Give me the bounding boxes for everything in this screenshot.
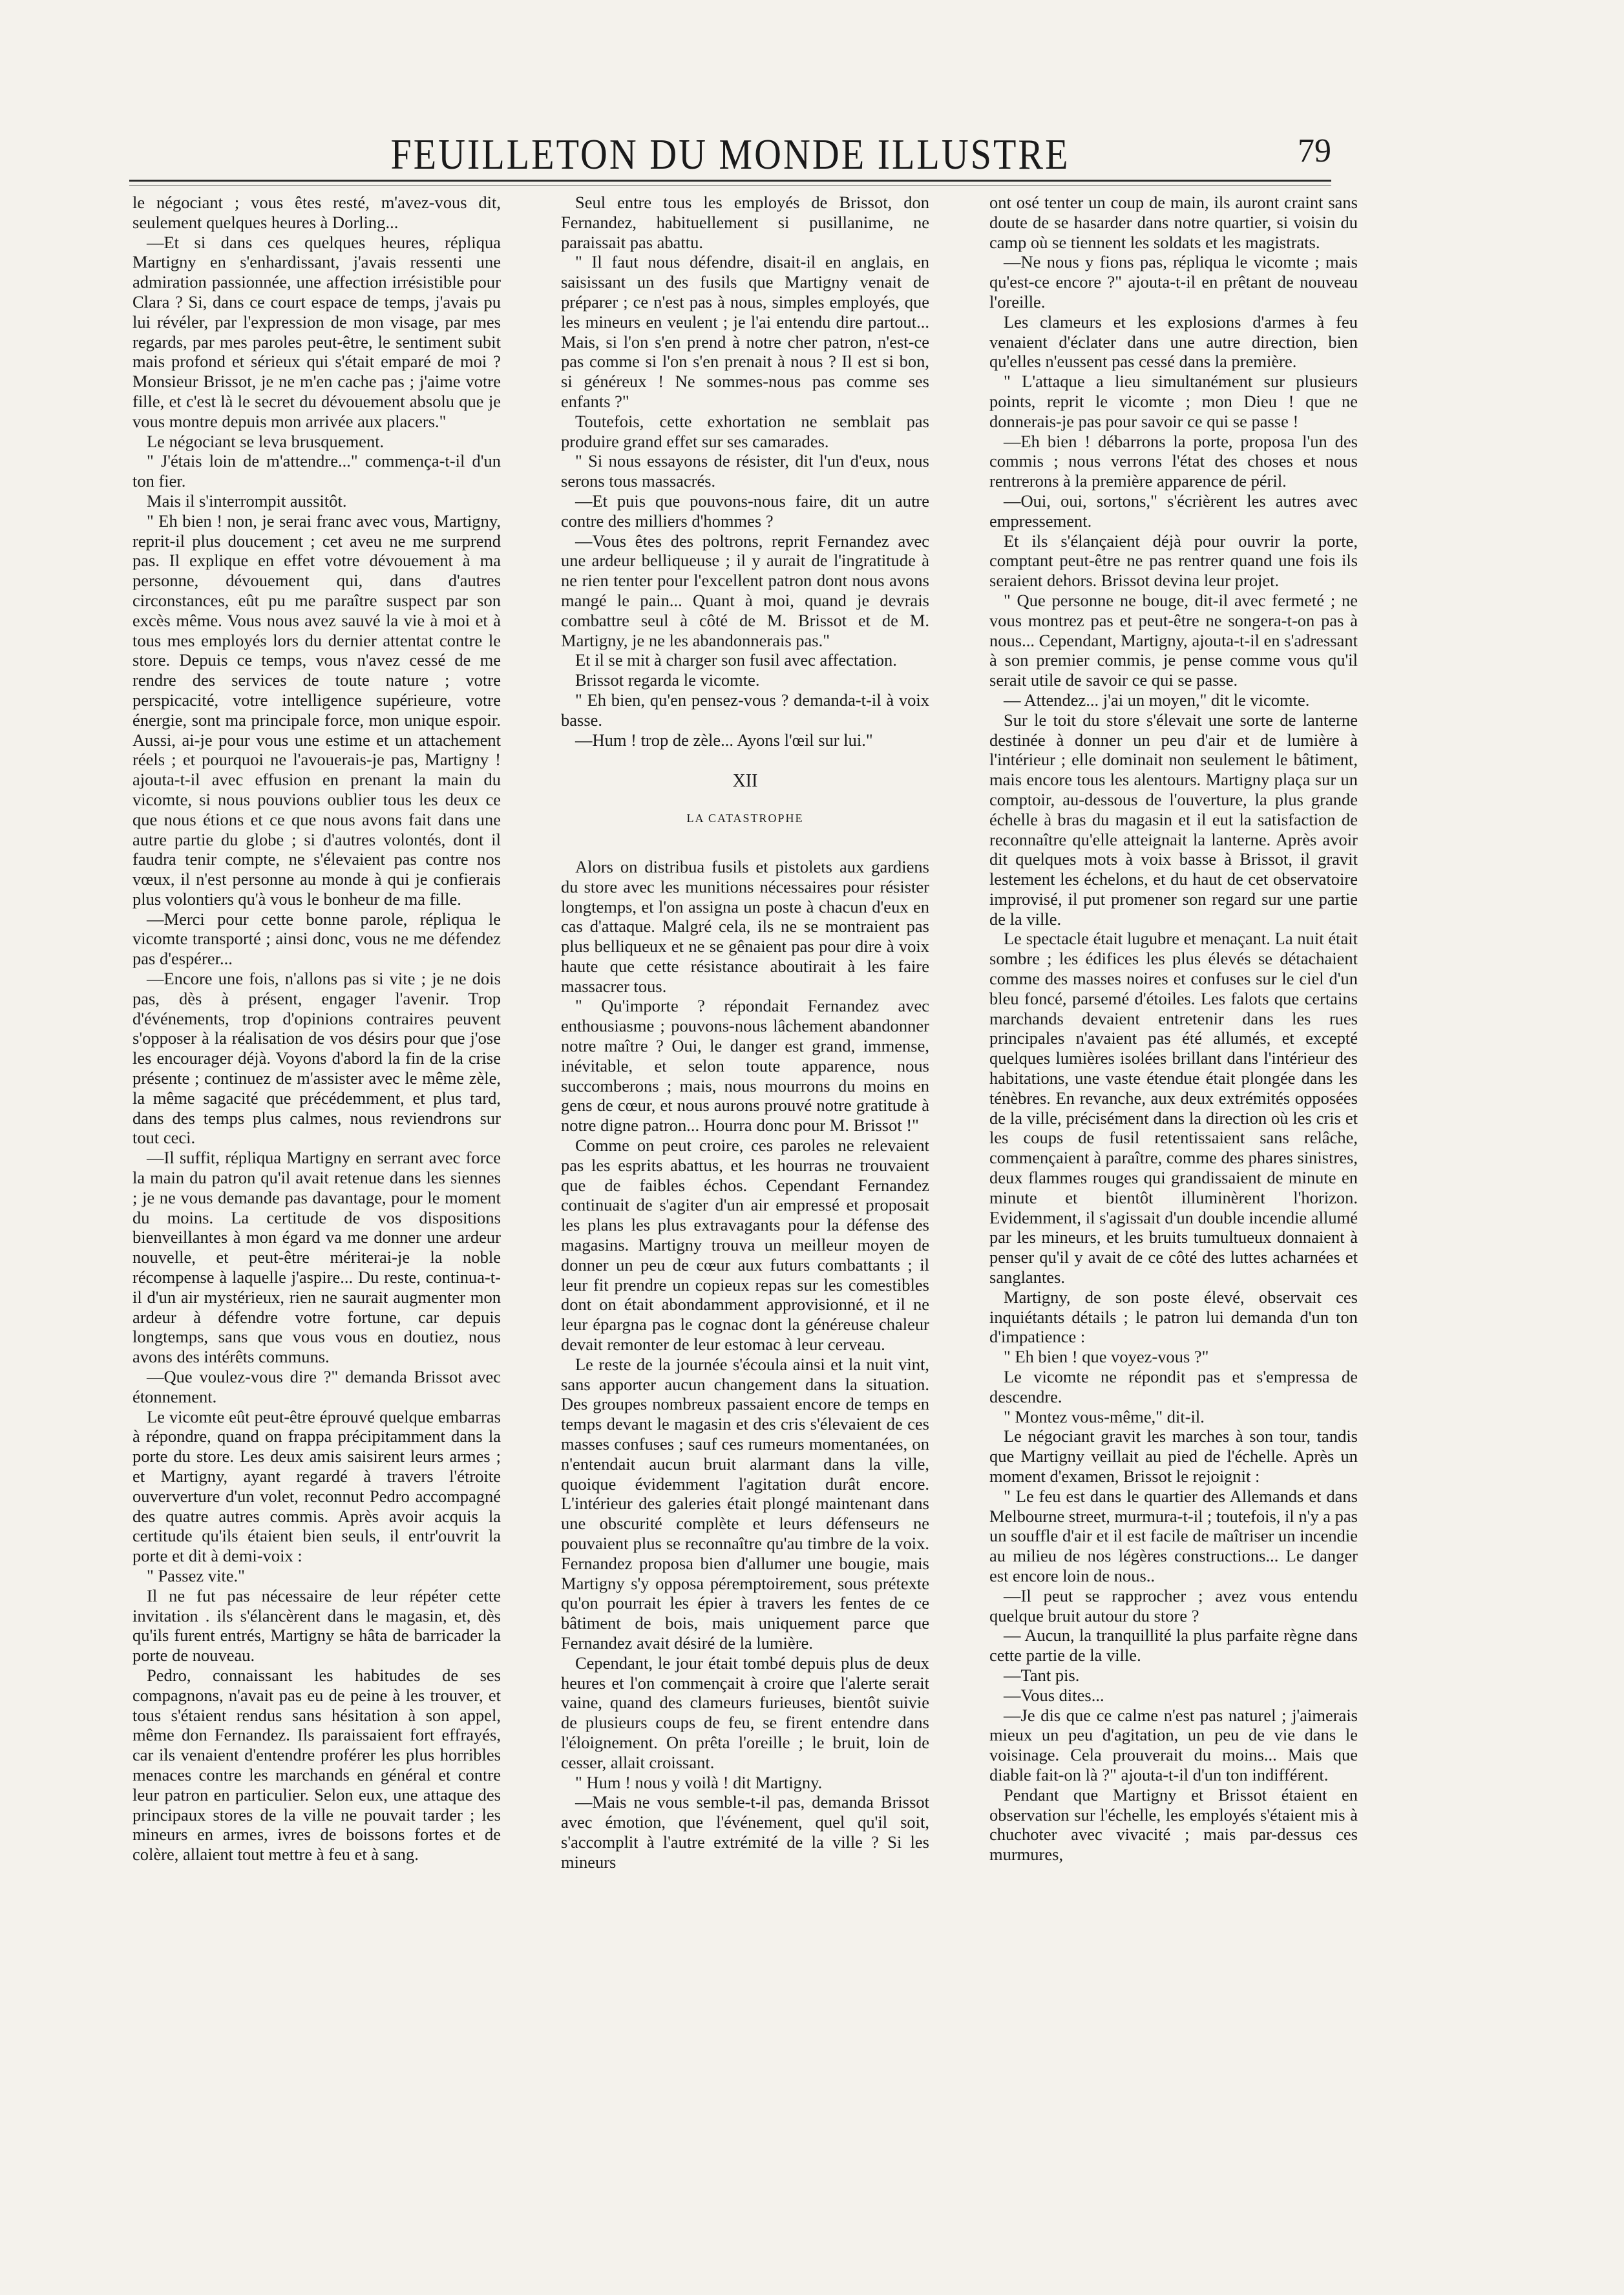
header-rule: [129, 180, 1331, 182]
paragraph: " Si nous essayons de résister, dit l'un d'eux, nous serons tous massacrés.: [561, 451, 929, 491]
text-column-2: [561, 193, 929, 2144]
paragraph: " J'étais loin de m'attendre..." commença-t-il d'un ton fier.: [132, 451, 501, 491]
chapter-number: XII: [732, 771, 758, 792]
paragraph: Toutefois, cette exhortation ne semblait pas produire grand effet sur ses camarades.: [561, 411, 929, 451]
paragraph: Et ils s'élançaient déjà pour ouvrir la porte, comptant peut-être ne pas rentrer quand une fois ils seraient dehors. Brissot devina leur projet.: [989, 531, 1358, 591]
paragraph: Le négociant gravit les marches à son tour, tandis que Martigny veillait au pied de l'échelle. Après un moment d'examen, Brissot le rejoignit :: [989, 1426, 1358, 1486]
paragraph: — Aucun, la tranquillité la plus parfaite règne dans cette partie de la ville.: [989, 1625, 1358, 1666]
paragraph: " Il faut nous défendre, disait-il en anglais, en saisissant un des fusils que Martigny venait de préparer ; ce n'est pas à nous, simples employés, que les mineurs en veulent ; je l'ai entendu dire partout... Mais, si l'on s'en prend à notre cher patron, n'est-ce pas comme si l'on s'en prenait à nous ? Il est si bon, si généreux ! Ne sommes-nous pas comme ses enfants ?": [561, 252, 929, 411]
text-column-1: [132, 193, 501, 2144]
paragraph: —Merci pour cette bonne parole, répliqua le vicomte transporté ; ainsi donc, vous ne me défendez pas d'espérer...: [132, 909, 501, 969]
paragraph: —Et si dans ces quelques heures, répliqua Martigny en s'enhardissant, j'avais ressenti une admiration passionnée, une affection irrésistible pour Clara ? Si, dans ce court espace de temps, j'avais pu lui révéler, par l'expression de mon visage, par mes regards, par mes paroles peut-être, le sentiment subit mais profond et sérieux qui s'était emparé de moi ? Monsieur Brissot, je ne m'en cache pas ; j'aime votre fille, et c'est là le secret du dévouement absolu que je vous montre depuis mon arrivée aux placers.": [132, 232, 501, 431]
running-title: FEUILLETON DU MONDE ILLUSTRE: [390, 130, 1070, 178]
paragraph: —Vous êtes des poltrons, reprit Fernandez avec une ardeur belliqueuse ; il y aurait de l'ingratitude à ne rien tenter pour l'excellent patron dont nous avons mangé le pain... Quant à moi, quand je devrais combattre seul à côté de M. Brissot et de M. Martigny, je ne les abandonnerais pas.": [561, 531, 929, 650]
paragraph: —Encore une fois, n'allons pas si vite ; je ne dois pas, dès à présent, engager l'avenir. Trop d'événements, trop d'opinions contraires peuvent s'opposer à la réalisation de vos désirs pour que j'ose les encourager déjà. Voyons d'abord la fin de la crise présente ; continuez de m'assister avec le même zèle, la même sagacité que précédemment, et plus tard, dans des temps plus calmes, nous reviendrons sur tout ceci.: [132, 969, 501, 1148]
paragraph: Pendant que Martigny et Brissot étaient en observation sur l'échelle, les employés s'étaient mis à chuchoter avec vivacité ; mais par-dessus ces murmures,: [989, 1784, 1358, 1865]
paragraph: —Tant pis.: [1004, 1665, 1080, 1685]
paragraph: —Eh bien ! débarrons la porte, proposa l'un des commis ; nous verrons l'état des choses et nous rentrerons à la première apparence de péril.: [989, 431, 1358, 491]
paragraph: —Mais ne vous semble-t-il pas, demanda Brissot avec émotion, que l'événement, quel qu'il soit, s'accomplit à l'autre extrémité de la ville ? Si les mineurs: [561, 1792, 929, 1872]
paragraph: Cependant, le jour était tombé depuis plus de deux heures et l'on commençait à croire que l'alerte serait vaine, quand des clameurs furieuses, bientôt suivie de plusieurs coups de feu, se firent entendre dans l'éloignement. On prêta l'oreille ; le bruit, loin de cesser, allait croissant.: [561, 1653, 929, 1772]
paragraph: " Que personne ne bouge, dit-il avec fermeté ; ne vous montrez pas et peut-être ne songera-t-on pas à nous... Cependant, Martigny, ajouta-t-il en s'adressant à son premier commis, je pense comme vous qu'il serait utile de savoir ce qui se passe.: [989, 590, 1358, 690]
text-column-3: [989, 193, 1358, 2144]
paragraph: Comme on peut croire, ces paroles ne relevaient pas les esprits abattus, et les hourras ne trouvaient que de faibles échos. Cependant Fernandez continuait de s'agiter d'un air empressé et proposait les plans les plus extravagants pour la défense des magasins. Martigny trouva un meilleur moyen de donner un peu de cœur aux futurs combattants ; il leur fit prendre un copieux repas sur les comestibles dont on était abondamment approvisionné, et il ne leur épargna pas le cognac dont la généreuse chaleur devait remonter de leur estomac à leur cerveau.: [561, 1136, 929, 1355]
paragraph: " Eh bien ! non, je serai franc avec vous, Martigny, reprit-il plus doucement ; cet aveu ne me surprend pas. Il explique en effet votre dévouement à ma personne, dévouement qui, dans d'autres circonstances, eût pu me paraître suspect par son excès même. Vous nous avez sauvé la vie à moi et à tous mes employés lors du dernier attentat contre le store. Depuis ce temps, vous n'avez cessé de me rendre des services de toute nature ; votre perspicacité, votre intelligence supérieure, votre énergie, sont ma principale force, mon unique espoir. Aussi, ai-je pour vous une estime et un attachement réels ; et pourquoi ne l'avouerais-je pas, Martigny ! ajouta-t-il avec effusion en prenant la main du vicomte, si nous pouvions oublier tous les deux ce que nous étions et ce que nous avons fait dans une autre partie du globe ; si d'autres volontés, dont il faudra tenir compte, ne s'élevaient pas contre nos vœux, il n'est personne au monde à qui je confierais plus volontiers qu'à vous le bonheur de ma fille.: [132, 511, 501, 909]
paragraph: " Eh bien ! que voyez-vous ?": [1004, 1347, 1209, 1367]
chapter-title: LA CATASTROPHE: [686, 812, 804, 825]
paragraph: —Ne nous y fions pas, répliqua le vicomte ; mais qu'est-ce encore ?" ajouta-t-il en prêtant de nouveau l'oreille.: [989, 252, 1358, 312]
paragraph: ont osé tenter un coup de main, ils auront craint sans doute de se hasarder dans notre quartier, si voisin du camp où se tiennent les soldats et les magistrats.: [989, 193, 1358, 252]
paragraph: —Il suffit, répliqua Martigny en serrant avec force la main du patron qu'il avait retenue dans les siennes ; je ne vous demande pas davantage, pour le moment du moins. La certitude de vos dispositions bienveillantes à mon égard va me donner une ardeur nouvelle, et peut-être mériterai-je la noble récompense à laquelle j'aspire... Du reste, continua-t-il d'un air mystérieux, rien ne saurait augmenter mon ardeur à défendre votre fortune, car depuis longtemps, sans que vous vous en doutiez, nous avons des intérêts communs.: [132, 1148, 501, 1367]
paragraph: —Que voulez-vous dire ?" demanda Brissot avec étonnement.: [132, 1367, 501, 1406]
paragraph: Le vicomte eût peut-être éprouvé quelque embarras à répondre, quand on frappa précipitamment dans la porte du store. Les deux amis saisirent leurs armes ; et Martigny, ayant regardé à travers l'étroite ouververture d'un volet, reconnut Pedro accompagné des quatre autres commis. Après avoir acquis la certitude qu'ils étaient bien seuls, il entr'ouvrit la porte et dit à demi-voix :: [132, 1406, 501, 1566]
paragraph: — Attendez... j'ai un moyen," dit le vicomte.: [1004, 690, 1310, 710]
paragraph: —Hum ! trop de zèle... Ayons l'œil sur lui.": [575, 730, 873, 750]
paragraph: " Passez vite.": [147, 1565, 245, 1585]
paragraph: " Montez vous-même," dit-il.: [1004, 1406, 1205, 1426]
paragraph: " Le feu est dans le quartier des Allemands et dans Melbourne street, murmura-t-il ; toutefois, il n'y a pas un souffle d'air et il est facile de maîtriser un incendie au milieu de nos légères constructions... Le danger est encore loin de nous..: [989, 1486, 1358, 1585]
paragraph: le négociant ; vous êtes resté, m'avez-vous dit, seulement quelques heures à Dorling...: [132, 193, 501, 232]
paragraph: Sur le toit du store s'élevait une sorte de lanterne destinée à donner un peu d'air et de lumière à l'intérieur ; elle dominait non seulement le bâtiment, mais encore tous les alentours. Martigny plaça sur un comptoir, au-dessous de l'ouverture, la plus grande échelle à bras du magasin et il eut la satisfaction de reconnaître qu'elle atteignait la lanterne. Après avoir dit quelques mots à voix basse à Brissot, il gravit lestement les échelons, et du haut de cet observatoire improvisé, il put promener son regard sur une partie de la ville.: [989, 710, 1358, 929]
paragraph: Le reste de la journée s'écoula ainsi et la nuit vint, sans apporter aucun changement dans la situation. Des groupes nombreux passaient encore de temps en temps devant le magasin et des cris s'élevaient de ces masses confuses ; sauf ces rumeurs momentanées, on n'entendait aucun bruit alarmant dans la ville, quoique évidemment l'agitation durât encore. L'intérieur des galeries était plongé maintenant dans une obscurité complète et leurs défenseurs ne pouvaient plus se reconnaître qu'au timbre de la voix. Fernandez proposa bien d'allumer une bougie, mais Martigny s'y opposa péremptoirement, sous prétexte qu'on pourrait les épier à travers les fentes de ce bâtiment de bois, mais uniquement parce que Fernandez avait désiré de la lumière.: [561, 1354, 929, 1653]
paragraph: Le négociant se leva brusquement.: [147, 431, 385, 451]
paragraph: Martigny, de son poste élevé, observait ces inquiétants détails ; le patron lui demanda d'un ton d'impatience :: [989, 1287, 1358, 1347]
paragraph: Et il se mit à charger son fusil avec affectation.: [575, 650, 897, 670]
page-header: [129, 129, 1331, 178]
paragraph: Le spectacle était lugubre et menaçant. La nuit était sombre ; les édifices les plus élevés se détachaient comme des masses noires et confuses sur le ciel d'un bleu foncé, parsemé d'étoiles. Les falots que certains marchands devaient entretenir dans les rues principales n'avaient pas été allumés, et excepté quelques lumières isolées brillant dans l'intérieur des habitations, une vaste étendue était plongée dans les ténèbres. En revanche, aux deux extrémités opposées de la ville, précisément dans la direction où les cris et les coups de fusil retentissaient sans relâche, commençaient à paraître, comme des phares sinistres, deux flammes rouges qui grandissaient de minute en minute et bientôt illuminèrent l'horizon. Evidemment, il s'agissait d'un double incendie allumé par les mineurs, et les bruits tumultueux donnaient à penser qu'il y avait de ce côté des luttes acharnées et sanglantes.: [989, 929, 1358, 1287]
page-number: 79: [1298, 132, 1331, 169]
paragraph: " L'attaque a lieu simultanément sur plusieurs points, reprit le vicomte ; mon Dieu ! que ne donnerais-je pas pour savoir ce qui se passe !: [989, 372, 1358, 431]
paragraph: Brissot regarda le vicomte.: [575, 670, 760, 690]
paragraph: Il ne fut pas nécessaire de leur répéter cette invitation . ils s'élancèrent dans le magasin, et, dès qu'ils furent entrés, Martigny se hâta de barricader la porte de nouveau.: [132, 1585, 501, 1666]
paragraph: " Eh bien, qu'en pensez-vous ? demanda-t-il à voix basse.: [561, 690, 929, 730]
paragraph: Pedro, connaissant les habitudes de ses compagnons, n'avait pas eu de peine à les trouver, et tous s'étaient rendus sans hésitation à son appel, même don Fernandez. Ils paraissaient fort effrayés, car ils venaient d'entendre proférer les plus horribles menaces contre les marchands en général et contre leur patron en particulier. Selon eux, une attaque des principaux stores de la ville ne pouvait tarder ; les mineurs en armes, ivres de boissons fortes et de colère, allaient tout mettre à feu et à sang.: [132, 1665, 501, 1865]
paragraph: Mais il s'interrompit aussitôt.: [147, 491, 347, 511]
paragraph: Le vicomte ne répondit pas et s'empressa de descendre.: [989, 1367, 1358, 1406]
paragraph: —Vous dites...: [1004, 1685, 1104, 1705]
paragraph: Seul entre tous les employés de Brissot, don Fernandez, habituellement si pusillanime, ne paraissait pas abattu.: [561, 193, 929, 252]
paragraph: —Oui, oui, sortons," s'écrièrent les autres avec empressement.: [989, 491, 1358, 531]
paragraph: " Qu'importe ? répondait Fernandez avec enthousiasme ; pouvons-nous lâchement abandonner notre maître ? Oui, le danger est grand, immense, inévitable, et selon toute apparence, nous succomberons ; mais, nous mourrons du moins en gens de cœur, et nous aurons prouvé notre gratitude à notre digne patron... Hourra donc pour M. Brissot !": [561, 996, 929, 1136]
paragraph: Alors on distribua fusils et pistolets aux gardiens du store avec les munitions nécessaires pour résister longtemps, et l'on assigna un poste à chacun d'eux en cas d'attaque. Malgré cela, ils ne se montraient pas plus belliqueux et ne se gênaient pas pour dire à voix haute que cette résistance aboutirait à les faire massacrer tous.: [561, 856, 929, 996]
paragraph: —Je dis que ce calme n'est pas naturel ; j'aimerais mieux un peu d'agitation, un peu de vie dans le voisinage. Cela prouverait du moins... Mais que diable fait-on là ?" ajouta-t-il d'un ton indifférent.: [989, 1705, 1358, 1784]
paragraph: —Il peut se rapprocher ; avez vous entendu quelque bruit autour du store ?: [989, 1585, 1358, 1625]
paragraph: Les clameurs et les explosions d'armes à feu venaient d'éclater dans une autre direction, bien qu'elles n'eussent pas cessé dans la première.: [989, 312, 1358, 372]
paragraph: —Et puis que pouvons-nous faire, dit un autre contre des milliers d'hommes ?: [561, 491, 929, 531]
paragraph: " Hum ! nous y voilà ! dit Martigny.: [575, 1772, 823, 1792]
